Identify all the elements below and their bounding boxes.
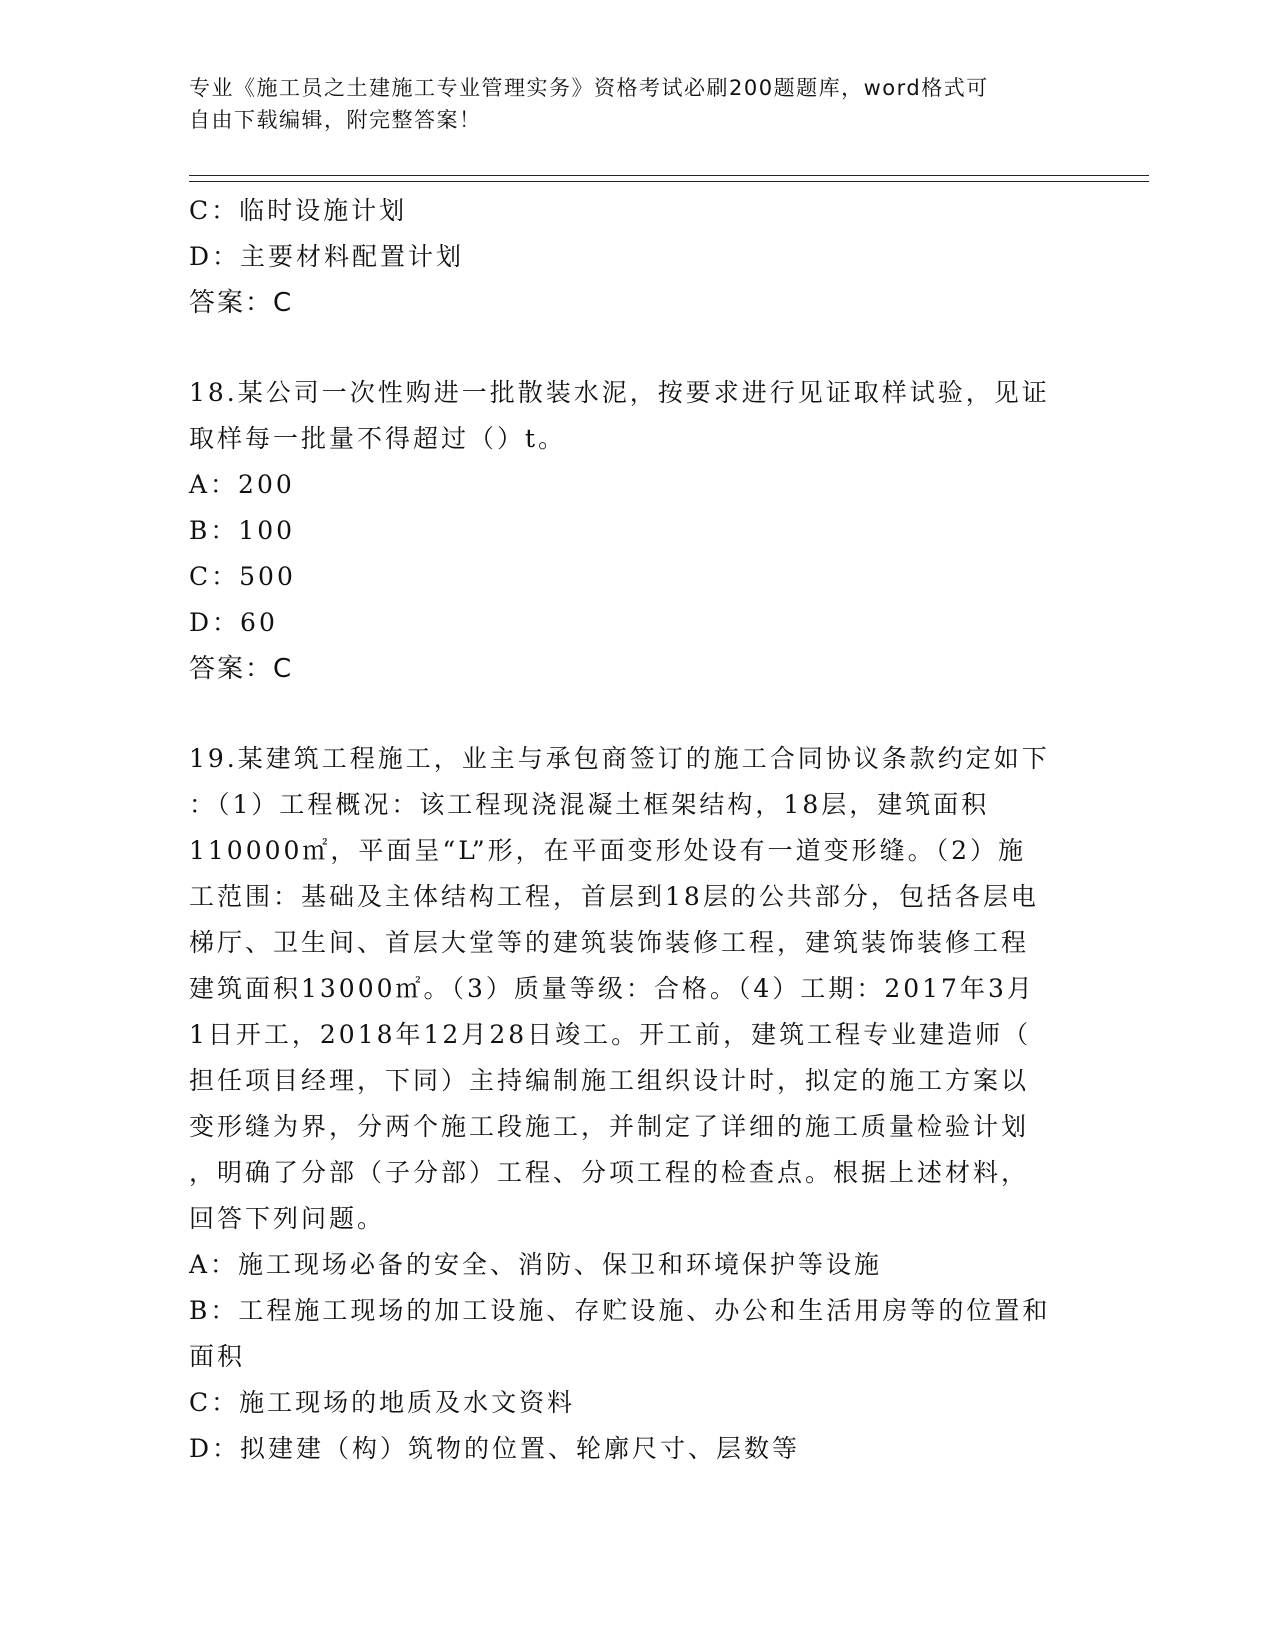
question-stem-line: 110000㎡，平面呈“L”形，在平面变形处设有一道变形缝。（2）施 [189, 836, 1027, 865]
document-body [189, 188, 1069, 1472]
question-18 [189, 370, 1069, 692]
option-d: D：主要材料配置计划 [189, 242, 465, 271]
question-19 [189, 736, 1069, 1472]
header-line-1: 专业《施工员之土建施工专业管理实务》资格考试必刷200题题库，word格式可 [189, 76, 989, 100]
option-d: D：60 [189, 608, 278, 637]
option-d: D：拟建建（构）筑物的位置、轮廓尺寸、层数等 [189, 1434, 801, 1463]
option-c: C：施工现场的地质及水文资料 [189, 1388, 576, 1417]
spacer [189, 326, 1069, 370]
question-stem-line: 工范围：基础及主体结构工程，首层到18层的公共部分，包括各层电 [189, 882, 1039, 911]
option-c: C：临时设施计划 [189, 196, 408, 225]
option-c: C：500 [189, 562, 296, 591]
option-b: B：工程施工现场的加工设施、存贮设施、办公和生活用房等的位置和 [189, 1296, 1051, 1325]
question-stem-line: 梯厅、卫生间、首层大堂等的建筑装饰装修工程，建筑装饰装修工程 [189, 928, 1030, 957]
answer-line: 答案：C [189, 654, 294, 684]
option-b: B：100 [189, 516, 296, 545]
option-b-continued: 面积 [189, 1342, 246, 1371]
option-a: A：200 [189, 470, 295, 499]
previous-question-tail [189, 188, 1069, 326]
header-divider-bottom [189, 181, 1149, 182]
question-stem-line: 1日开工，2018年12月28日竣工。开工前，建筑工程专业建造师（ [189, 1020, 1032, 1049]
question-stem-line: 建筑面积13000㎡。（3）质量等级：合格。（4）工期：2017年3月 [189, 974, 1035, 1003]
question-stem-line: 担任项目经理，下同）主持编制施工组织设计时，拟定的施工方案以 [189, 1066, 1030, 1095]
document-header [189, 72, 1069, 136]
question-stem-line: 19.某建筑工程施工，业主与承包商签订的施工合同协议条款约定如下 [189, 744, 1050, 773]
question-stem-line: 回答下列问题。 [189, 1204, 386, 1233]
question-stem-line: 18.某公司一次性购进一批散装水泥，按要求进行见证取样试验，见证 [189, 378, 1050, 407]
option-a: A：施工现场必备的安全、消防、保卫和环境保护等设施 [189, 1250, 883, 1279]
header-line-2: 自由下载编辑，附完整答案！ [189, 108, 482, 132]
question-stem-line: ，明确了分部（子分部）工程、分项工程的检查点。根据上述材料， [189, 1158, 1030, 1187]
spacer [189, 692, 1069, 736]
answer-line: 答案：C [189, 288, 294, 318]
header-divider-top [189, 175, 1149, 176]
question-stem-line: 取样每一批量不得超过（）t。 [189, 424, 567, 453]
question-stem-line: 变形缝为界，分两个施工段施工，并制定了详细的施工质量检验计划 [189, 1112, 1030, 1141]
question-stem-line: ：（1）工程概况：该工程现浇混凝土框架结构，18层，建筑面积 [189, 790, 990, 819]
